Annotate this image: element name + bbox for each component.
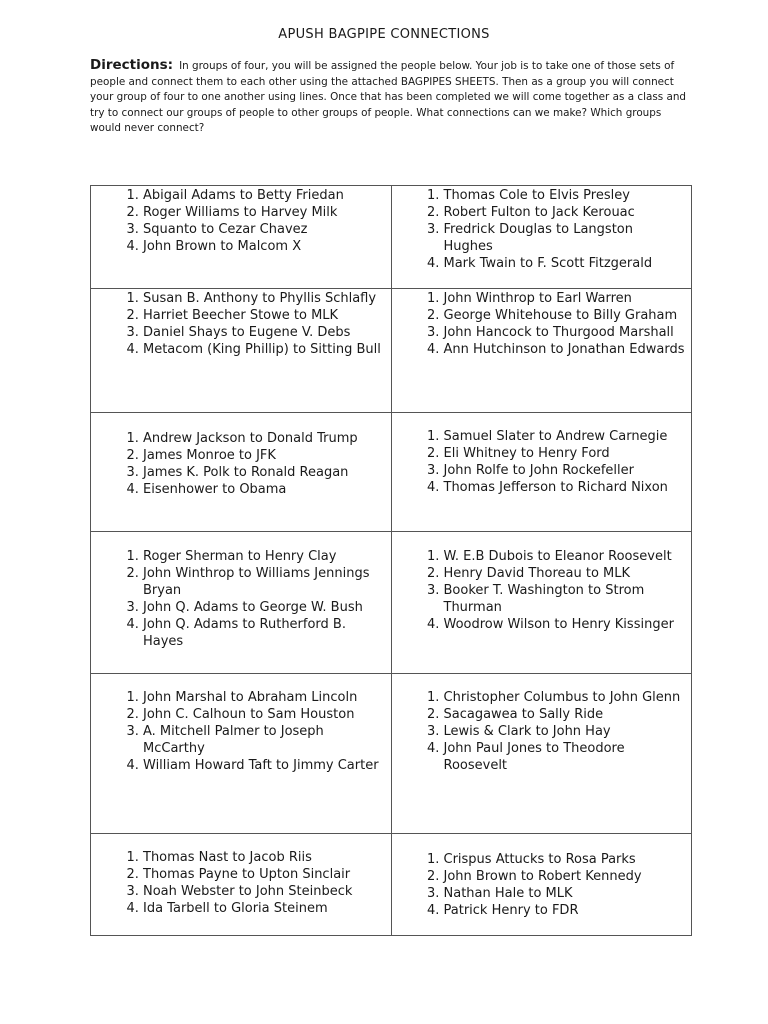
group-list xyxy=(91,187,391,255)
list-item: 2. John Brown to Robert Kennedy xyxy=(444,868,686,885)
list-item: 1. Christopher Columbus to John Glenn xyxy=(444,689,686,706)
list-item: 4. Ann Hutchinson to Jonathan Edwards xyxy=(444,341,686,358)
list-item: 4. John Brown to Malcom X xyxy=(143,238,385,255)
group-cell xyxy=(391,532,692,674)
directions-text: In groups of four, you will be assigned the people below. Your job is to take one of those sets of people and connect them to each other using the attached BAGPIPES SHEETS. Then as a group you will connect your group of four to one another using lines. Once that has been completed we will come together as a class and try to connect our groups of people to other groups of people. What connections can we make? Which groups would never connect? xyxy=(90,60,687,135)
group-cell xyxy=(91,186,392,289)
list-item: 3. A. Mitchell Palmer to Joseph McCarthy xyxy=(143,723,385,757)
list-item: 3. John Hancock to Thurgood Marshall xyxy=(444,324,686,341)
list-item: 1. Thomas Cole to Elvis Presley xyxy=(444,187,686,204)
group-list xyxy=(91,290,391,358)
page-title: APUSH BAGPIPE CONNECTIONS xyxy=(278,27,490,42)
list-item: 1. John Marshal to Abraham Lincoln xyxy=(143,689,385,706)
group-list xyxy=(91,548,391,650)
list-item: 3. John Q. Adams to George W. Bush xyxy=(143,599,385,616)
group-cell xyxy=(91,834,392,936)
list-item: 3. Booker T. Washington to Strom Thurman xyxy=(444,582,686,616)
list-item: 1. Samuel Slater to Andrew Carnegie xyxy=(444,428,686,445)
list-item: 2. Thomas Payne to Upton Sinclair xyxy=(143,866,385,883)
list-item: 1. Abigail Adams to Betty Friedan xyxy=(143,187,385,204)
group-list xyxy=(91,430,391,498)
list-item: 2. Harriet Beecher Stowe to MLK xyxy=(143,307,385,324)
group-cell xyxy=(91,532,392,674)
group-list xyxy=(91,689,391,774)
list-item: 4. William Howard Taft to Jimmy Carter xyxy=(143,757,385,774)
list-item: 3. Nathan Hale to MLK xyxy=(444,885,686,902)
group-list xyxy=(392,689,692,774)
list-item: 4. Eisenhower to Obama xyxy=(143,481,385,498)
group-list xyxy=(392,548,692,633)
group-cell xyxy=(91,289,392,413)
table-row xyxy=(91,413,692,532)
list-item: 3. Fredrick Douglas to Langston Hughes xyxy=(444,221,686,255)
group-cell xyxy=(391,834,692,936)
group-cell xyxy=(91,413,392,532)
list-item: 2. Robert Fulton to Jack Kerouac xyxy=(444,204,686,221)
list-item: 2. Sacagawea to Sally Ride xyxy=(444,706,686,723)
list-item: 2. Henry David Thoreau to MLK xyxy=(444,565,686,582)
list-item: 2. Roger Williams to Harvey Milk xyxy=(143,204,385,221)
list-item: 3. Noah Webster to John Steinbeck xyxy=(143,883,385,900)
group-list xyxy=(392,851,692,919)
list-item: 1. Roger Sherman to Henry Clay xyxy=(143,548,385,565)
list-item: 4. John Paul Jones to Theodore Roosevelt xyxy=(444,740,686,774)
group-list xyxy=(392,187,692,272)
list-item: 2. John Winthrop to Williams Jennings Bryan xyxy=(143,565,385,599)
group-cell xyxy=(391,674,692,834)
group-cell xyxy=(91,674,392,834)
directions-label: Directions: xyxy=(90,57,174,73)
list-item: 2. James Monroe to JFK xyxy=(143,447,385,464)
list-item: 4. Mark Twain to F. Scott Fitzgerald xyxy=(444,255,686,272)
list-item: 4. Metacom (King Phillip) to Sitting Bull xyxy=(143,341,385,358)
group-cell xyxy=(391,289,692,413)
group-list xyxy=(392,428,692,496)
connections-table xyxy=(90,185,692,936)
list-item: 1. W. E.B Dubois to Eleanor Roosevelt xyxy=(444,548,686,565)
list-item: 2. George Whitehouse to Billy Graham xyxy=(444,307,686,324)
group-list xyxy=(392,290,692,358)
list-item: 2. John C. Calhoun to Sam Houston xyxy=(143,706,385,723)
list-item: 1. Thomas Nast to Jacob Riis xyxy=(143,849,385,866)
list-item: 3. Lewis & Clark to John Hay xyxy=(444,723,686,740)
group-cell xyxy=(391,186,692,289)
table-row xyxy=(91,186,692,289)
list-item: 4. Patrick Henry to FDR xyxy=(444,902,686,919)
list-item: 1. John Winthrop to Earl Warren xyxy=(444,290,686,307)
table-row xyxy=(91,674,692,834)
list-item: 3. Daniel Shays to Eugene V. Debs xyxy=(143,324,385,341)
list-item: 4. Ida Tarbell to Gloria Steinem xyxy=(143,900,385,917)
group-cell xyxy=(391,413,692,532)
list-item: 1. Susan B. Anthony to Phyllis Schlafly xyxy=(143,290,385,307)
list-item: 4. Thomas Jefferson to Richard Nixon xyxy=(444,479,686,496)
list-item: 3. John Rolfe to John Rockefeller xyxy=(444,462,686,479)
list-item: 4. John Q. Adams to Rutherford B. Hayes xyxy=(143,616,385,650)
directions-paragraph xyxy=(90,58,690,137)
table-row xyxy=(91,289,692,413)
group-list xyxy=(91,849,391,917)
table-row xyxy=(91,834,692,936)
list-item: 1. Crispus Attucks to Rosa Parks xyxy=(444,851,686,868)
list-item: 1. Andrew Jackson to Donald Trump xyxy=(143,430,385,447)
list-item: 3. James K. Polk to Ronald Reagan xyxy=(143,464,385,481)
table-row xyxy=(91,532,692,674)
list-item: 4. Woodrow Wilson to Henry Kissinger xyxy=(444,616,686,633)
list-item: 3. Squanto to Cezar Chavez xyxy=(143,221,385,238)
list-item: 2. Eli Whitney to Henry Ford xyxy=(444,445,686,462)
